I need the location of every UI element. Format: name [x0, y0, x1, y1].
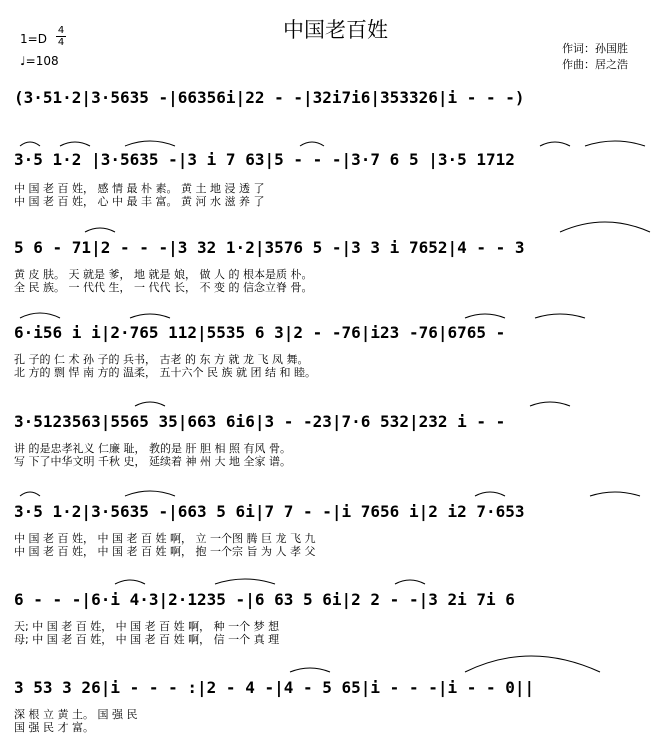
row-8-lyrics-verse-2: 国 强 民 才 富。	[14, 721, 94, 734]
slur-arc	[560, 222, 650, 232]
row-3-lyrics-verse-2: 全 民 族。 一 代代 生， 一 代代 长， 不 变 的 信念立脊 骨。	[14, 281, 313, 294]
row-5-lyrics-verse-2: 写 下了中华文明 千秋 史， 延续着 神 州 大 地 全家 谱。	[14, 455, 291, 468]
row-7-lyrics-verse-1: 天; 中 国 老 百 姓， 中 国 老 百 姓 啊， 种 一个 梦 想	[14, 620, 280, 633]
slur-arc	[130, 314, 170, 318]
slur-arc	[585, 141, 645, 146]
row-2-notes: 3·5 1·2 |3·5635 -|3 i 7 63|5 - - -|3·7 6 5 |3·5 1712	[14, 150, 515, 169]
key-signature: 1=D	[20, 32, 47, 46]
time-signature-top: 4	[57, 25, 65, 36]
time-signature-bottom: 4	[57, 37, 65, 48]
slur-arc	[535, 314, 585, 318]
row-4-notes: 6·i56 i i|2·765 112|5535 6 3|2 - -76|i23 -76|6765 -	[14, 323, 506, 342]
row-8-notes: 3 53 3 26|i - - - :|2 - 4 -|4 - 5 65|i - - -|i - - 0||	[14, 678, 535, 697]
row-3-lyrics-verse-1: 黄 皮 肤。 天 就是 爹， 地 就是 娘， 做 人 的 根本是质 朴。	[14, 268, 313, 281]
row-7-lyrics-verse-2: 母; 中 国 老 百 姓， 中 国 老 百 姓 啊， 信 一个 真 理	[14, 633, 280, 646]
row-4-lyrics-verse-2: 北 方的 剽 悍 南 方的 温柔， 五十六个 民 族 就 团 结 和 睦。	[14, 366, 316, 379]
slur-arc	[20, 492, 40, 496]
slur-arc	[590, 492, 640, 496]
slur-arc	[125, 491, 175, 496]
lyricist-credit: 作词：孙国胜	[562, 42, 628, 55]
song-title: 中国老百姓	[283, 18, 388, 42]
slur-arc	[85, 228, 115, 232]
row-8-lyrics-verse-1: 深 根 立 黄 土。 国 强 民	[14, 708, 138, 721]
slur-arc	[540, 142, 570, 146]
row-5-lyrics-verse-1: 讲 的是忠孝礼义 仁廉 耻， 教的是 肝 胆 相 照 有风 骨。	[14, 442, 291, 455]
slur-arc	[475, 492, 505, 496]
tempo-value: =108	[25, 54, 59, 68]
slur-arc	[125, 141, 175, 146]
slur-arc	[20, 313, 60, 318]
slur-arc	[465, 656, 600, 672]
slur-arc	[300, 142, 324, 146]
slur-arc	[465, 314, 505, 318]
row-7-notes: 6 - - -|6·i 4·3|2·1235 -|6 63 5 6i|2 2 - -|3 2i 7i 6	[14, 590, 515, 609]
slur-arc	[530, 402, 570, 406]
slur-arc	[60, 142, 90, 146]
row-6-lyrics-verse-1: 中 国 老 百 姓， 中 国 老 百 姓 啊， 立 一个图 腾 巨 龙 飞 九	[14, 532, 316, 545]
row-1-notes: (3·51·2|3·5635 -|66356i|22 - -|32i7i6|353326|i - - -)	[14, 88, 525, 107]
row-3-notes: 5 6 - 71|2 - - -|3 32 1·2|3576 5 -|3 3 i 7652|4 - - 3	[14, 238, 525, 257]
composer-credit: 作曲：居之浩	[562, 58, 628, 71]
slur-arc	[20, 142, 40, 146]
slur-arc	[215, 579, 275, 584]
slur-arc	[395, 580, 425, 584]
row-4-lyrics-verse-1: 孔 子的 仁 术 孙 子的 兵书， 古老 的 东 方 就 龙 飞 凤 舞。	[14, 353, 309, 366]
row-6-lyrics-verse-2: 中 国 老 百 姓， 中 国 老 百 姓 啊， 抱 一个宗 旨 为 人 孝 父	[14, 545, 316, 558]
row-5-notes: 3·5123563|5565 35|663 6i6|3 - -23|7·6 532|232 i - -	[14, 412, 506, 431]
row-6-notes: 3·5 1·2|3·5635 -|663 5 6i|7 7 - -|i 7656 i|2 i2 7·653	[14, 502, 525, 521]
slur-arc	[290, 668, 330, 672]
slur-arc	[115, 580, 145, 584]
slur-arc	[135, 402, 165, 406]
row-2-lyrics-verse-1: 中 国 老 百 姓， 感 情 最 朴 素。 黄 土 地 浸 透 了	[14, 182, 265, 195]
row-2-lyrics-verse-2: 中 国 老 百 姓， 心 中 最 丰 富。 黄 河 水 滋 养 了	[14, 195, 265, 208]
quarter-note-icon: ♩	[20, 54, 26, 68]
